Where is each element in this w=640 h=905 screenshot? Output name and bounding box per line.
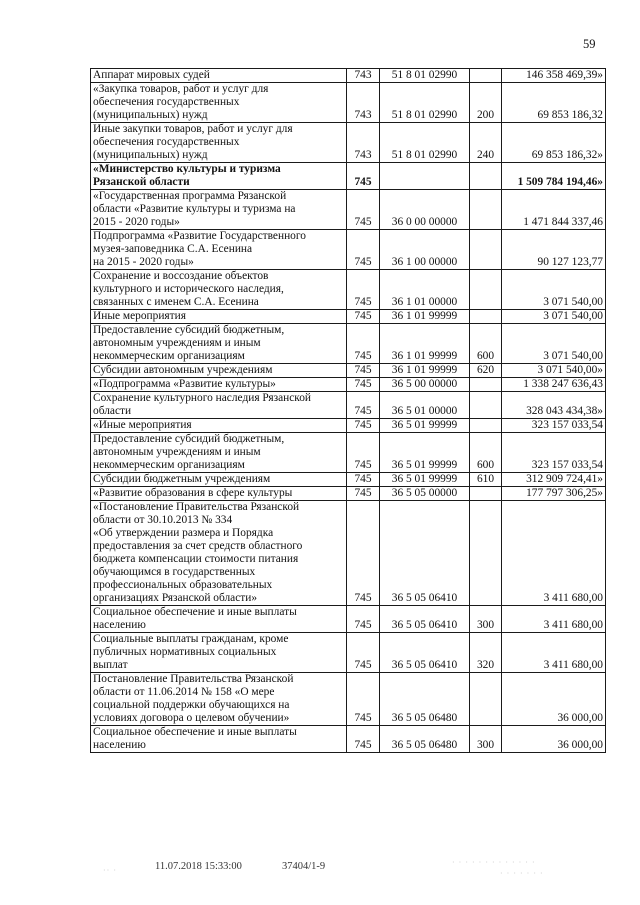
row-ministry-cell: 745 bbox=[347, 726, 380, 753]
row-ministry-cell: 745 bbox=[347, 270, 380, 310]
row-amount-cell: 328 043 434,38» bbox=[502, 392, 606, 419]
table-row bbox=[91, 487, 606, 501]
row-ministry-cell: 745 bbox=[347, 230, 380, 270]
row-expense-type-cell: 300 bbox=[470, 726, 502, 753]
table-row bbox=[91, 123, 606, 163]
row-name-cell: «Государственная программа Рязанской области «Развитие культуры и туризма на 2015 - 2020 годы» bbox=[91, 190, 347, 230]
row-name-cell: Социальное обеспечение и иные выплаты населению bbox=[91, 726, 347, 753]
row-ministry-cell: 745 bbox=[347, 378, 380, 392]
table-row bbox=[91, 378, 606, 392]
row-name-cell: Иные закупки товаров, работ и услуг для обеспечения государственных (муниципальных) нужд bbox=[91, 123, 347, 163]
row-name-cell: Иные мероприятия bbox=[91, 310, 347, 324]
row-ministry-cell: 745 bbox=[347, 190, 380, 230]
row-ministry-cell: 745 bbox=[347, 473, 380, 487]
row-expense-type-cell bbox=[470, 487, 502, 501]
row-amount-cell: 3 071 540,00 bbox=[502, 270, 606, 310]
footer-doc-code: 37404/1-9 bbox=[282, 861, 326, 872]
row-ministry-cell: 745 bbox=[347, 163, 380, 190]
row-expense-type-cell bbox=[470, 419, 502, 433]
faint-mark-right: · · · · · · · · · · · · · bbox=[452, 858, 536, 867]
row-expense-type-cell bbox=[470, 270, 502, 310]
row-ministry-cell: 743 bbox=[347, 83, 380, 123]
row-expense-type-cell: 600 bbox=[470, 324, 502, 364]
row-expense-type-cell: 610 bbox=[470, 473, 502, 487]
row-amount-cell: 1 471 844 337,46 bbox=[502, 190, 606, 230]
table-row bbox=[91, 392, 606, 419]
table-row bbox=[91, 270, 606, 310]
row-expense-type-cell: 240 bbox=[470, 123, 502, 163]
row-target-article-cell: 36 1 01 99999 bbox=[380, 310, 470, 324]
row-target-article-cell: 36 5 05 06410 bbox=[380, 501, 470, 606]
footer-datetime: 11.07.2018 15:33:00 bbox=[155, 861, 242, 872]
row-name-cell: Социальные выплаты гражданам, кроме публичных нормативных социальных выплат bbox=[91, 633, 347, 673]
row-target-article-cell: 36 5 01 99999 bbox=[380, 473, 470, 487]
row-amount-cell: 3 071 540,00 bbox=[502, 324, 606, 364]
row-name-cell: Социальное обеспечение и иные выплаты населению bbox=[91, 606, 347, 633]
table-row bbox=[91, 230, 606, 270]
row-ministry-cell: 745 bbox=[347, 364, 380, 378]
row-name-cell: Сохранение культурного наследия Рязанской области bbox=[91, 392, 347, 419]
table-row bbox=[91, 433, 606, 473]
row-amount-cell: 146 358 469,39» bbox=[502, 69, 606, 83]
row-target-article-cell: 36 5 05 06410 bbox=[380, 606, 470, 633]
row-ministry-cell: 745 bbox=[347, 419, 380, 433]
row-ministry-cell: 745 bbox=[347, 487, 380, 501]
table-row bbox=[91, 163, 606, 190]
row-amount-cell: 36 000,00 bbox=[502, 726, 606, 753]
row-target-article-cell: 51 8 01 02990 bbox=[380, 123, 470, 163]
table-row bbox=[91, 69, 606, 83]
row-name-cell: Подпрограмма «Развитие Государственного музея-заповедника С.А. Есенина на 2015 - 2020 годы» bbox=[91, 230, 347, 270]
row-target-article-cell: 36 5 01 99999 bbox=[380, 433, 470, 473]
row-expense-type-cell bbox=[470, 69, 502, 83]
row-name-cell: Сохранение и воссоздание объектов культурного и исторического наследия, связанных с именем С.А. Есенина bbox=[91, 270, 347, 310]
row-amount-cell: 3 071 540,00» bbox=[502, 364, 606, 378]
row-amount-cell: 1 509 784 194,46» bbox=[502, 163, 606, 190]
table-row bbox=[91, 364, 606, 378]
row-name-cell: «Министерство культуры и туризма Рязанской области bbox=[91, 163, 347, 190]
row-target-article-cell: 36 1 01 99999 bbox=[380, 364, 470, 378]
row-ministry-cell: 743 bbox=[347, 69, 380, 83]
row-name-cell: «Развитие образования в сфере культуры bbox=[91, 487, 347, 501]
table-row bbox=[91, 310, 606, 324]
row-expense-type-cell bbox=[470, 501, 502, 606]
row-expense-type-cell: 620 bbox=[470, 364, 502, 378]
table-row bbox=[91, 606, 606, 633]
row-ministry-cell: 745 bbox=[347, 324, 380, 364]
row-amount-cell: 3 071 540,00 bbox=[502, 310, 606, 324]
row-expense-type-cell: 300 bbox=[470, 606, 502, 633]
row-amount-cell: 323 157 033,54 bbox=[502, 433, 606, 473]
table-row bbox=[91, 473, 606, 487]
row-name-cell: Субсидии бюджетным учреждениям bbox=[91, 473, 347, 487]
row-expense-type-cell bbox=[470, 163, 502, 190]
row-amount-cell: 36 000,00 bbox=[502, 673, 606, 726]
budget-table bbox=[90, 68, 606, 753]
row-expense-type-cell: 600 bbox=[470, 433, 502, 473]
row-ministry-cell: 743 bbox=[347, 123, 380, 163]
row-target-article-cell: 36 5 05 00000 bbox=[380, 487, 470, 501]
row-expense-type-cell bbox=[470, 392, 502, 419]
row-amount-cell: 69 853 186,32 bbox=[502, 83, 606, 123]
row-expense-type-cell bbox=[470, 378, 502, 392]
row-amount-cell: 1 338 247 636,43 bbox=[502, 378, 606, 392]
row-target-article-cell: 36 1 01 00000 bbox=[380, 270, 470, 310]
row-name-cell: «Подпрограмма «Развитие культуры» bbox=[91, 378, 347, 392]
row-target-article-cell: 36 1 01 99999 bbox=[380, 324, 470, 364]
table-row bbox=[91, 324, 606, 364]
row-amount-cell: 3 411 680,00 bbox=[502, 606, 606, 633]
faint-mark-right-lower: · · · · · · · bbox=[500, 869, 544, 878]
row-expense-type-cell: 200 bbox=[470, 83, 502, 123]
row-name-cell: Постановление Правительства Рязанской области от 11.06.2014 № 158 «О мере социальной поддержки обучающихся на условиях договора о целевом обучении» bbox=[91, 673, 347, 726]
row-ministry-cell: 745 bbox=[347, 501, 380, 606]
row-target-article-cell: 36 0 00 00000 bbox=[380, 190, 470, 230]
row-target-article-cell: 36 5 05 06410 bbox=[380, 633, 470, 673]
row-target-article-cell: 36 5 05 06480 bbox=[380, 673, 470, 726]
table-row bbox=[91, 83, 606, 123]
row-amount-cell: 69 853 186,32» bbox=[502, 123, 606, 163]
table-row bbox=[91, 501, 606, 606]
row-target-article-cell: 36 1 00 00000 bbox=[380, 230, 470, 270]
row-amount-cell: 3 411 680,00 bbox=[502, 633, 606, 673]
row-expense-type-cell bbox=[470, 310, 502, 324]
row-ministry-cell: 745 bbox=[347, 392, 380, 419]
row-ministry-cell: 745 bbox=[347, 633, 380, 673]
row-amount-cell: 90 127 123,77 bbox=[502, 230, 606, 270]
row-amount-cell: 177 797 306,25» bbox=[502, 487, 606, 501]
row-expense-type-cell bbox=[470, 230, 502, 270]
row-amount-cell: 312 909 724,41» bbox=[502, 473, 606, 487]
row-name-cell: Предоставление субсидий бюджетным, автономным учреждениям и иным некоммерческим организациям bbox=[91, 324, 347, 364]
row-target-article-cell: 36 5 01 00000 bbox=[380, 392, 470, 419]
row-name-cell: Аппарат мировых судей bbox=[91, 69, 347, 83]
table-row bbox=[91, 633, 606, 673]
row-ministry-cell: 745 bbox=[347, 606, 380, 633]
row-name-cell: «Постановление Правительства Рязанской области от 30.10.2013 № 334 «Об утверждении размера и Порядка предоставления за счет средств областного бюджета компенсации стоимости питания обучающимся в государственных профессиональных образовательных организациях Рязанской области» bbox=[91, 501, 347, 606]
row-target-article-cell bbox=[380, 163, 470, 190]
table-row bbox=[91, 726, 606, 753]
row-name-cell: Субсидии автономным учреждениям bbox=[91, 364, 347, 378]
table-row bbox=[91, 190, 606, 230]
row-name-cell: Предоставление субсидий бюджетным, автономным учреждениям и иным некоммерческим организациям bbox=[91, 433, 347, 473]
row-expense-type-cell bbox=[470, 673, 502, 726]
row-name-cell: «Иные мероприятия bbox=[91, 419, 347, 433]
row-ministry-cell: 745 bbox=[347, 310, 380, 324]
page-number: 59 bbox=[583, 37, 596, 51]
row-name-cell: «Закупка товаров, работ и услуг для обеспечения государственных (муниципальных) нужд bbox=[91, 83, 347, 123]
row-amount-cell: 323 157 033,54 bbox=[502, 419, 606, 433]
row-ministry-cell: 745 bbox=[347, 673, 380, 726]
row-target-article-cell: 51 8 01 02990 bbox=[380, 83, 470, 123]
budget-table-body bbox=[91, 69, 606, 753]
table-row bbox=[91, 673, 606, 726]
row-target-article-cell: 36 5 01 99999 bbox=[380, 419, 470, 433]
row-target-article-cell: 51 8 01 02990 bbox=[380, 69, 470, 83]
row-expense-type-cell bbox=[470, 190, 502, 230]
table-row bbox=[91, 419, 606, 433]
row-target-article-cell: 36 5 05 06480 bbox=[380, 726, 470, 753]
row-amount-cell: 3 411 680,00 bbox=[502, 501, 606, 606]
row-expense-type-cell: 320 bbox=[470, 633, 502, 673]
faint-mark-left: ·· · bbox=[103, 866, 117, 875]
row-target-article-cell: 36 5 00 00000 bbox=[380, 378, 470, 392]
row-ministry-cell: 745 bbox=[347, 433, 380, 473]
